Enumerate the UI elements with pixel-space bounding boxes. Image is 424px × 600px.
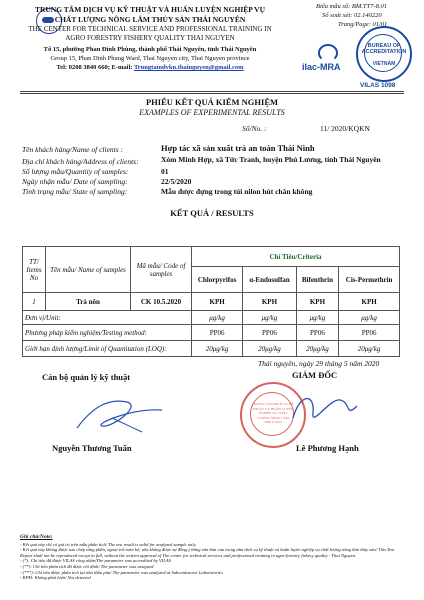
right-signature bbox=[285, 388, 365, 434]
method-cis-permethrin: PP06 bbox=[339, 325, 400, 341]
issue-number: Số soát xét: 02.140220 bbox=[322, 12, 382, 19]
left-signer-name: Nguyễn Thương Tuấn bbox=[52, 443, 132, 453]
org-name-vn-2: CHẤT LƯỢNG NÔNG LÂM THỦY SẢN THÁI NGUYÊN bbox=[54, 15, 246, 24]
ilac-arc-icon bbox=[318, 44, 338, 62]
client-address-label: Địa chỉ khách hàng/Address of clients: bbox=[22, 157, 139, 166]
org-name-en-2: AGRO FORESTRY FISHERY QUALITY THAI NGUYEN bbox=[65, 34, 235, 42]
address-en: Group 15, Phan Dinh Phung Ward, Thai Nguyen city, Thai Nguyen province bbox=[50, 55, 250, 62]
unit-chlorpyrifos: μg/kg bbox=[192, 311, 243, 325]
unit-alpha-endosulfan: μg/kg bbox=[243, 311, 297, 325]
loq-alpha-endosulfan: 20μg/kg bbox=[243, 341, 297, 357]
result-cis-permethrin: KPH bbox=[339, 293, 400, 311]
results-title bbox=[0, 208, 424, 218]
header-divider-2 bbox=[20, 93, 404, 94]
result-alpha-endosulfan: KPH bbox=[243, 293, 297, 311]
notes-title: Ghi chú/Note: bbox=[20, 534, 53, 540]
method-chlorpyrifos: PP06 bbox=[192, 325, 243, 341]
report-number-label: Số/No. : bbox=[242, 124, 267, 133]
org-name-en-1: THE CENTER FOR TECHNICAL SERVICE AND PROFESSIONAL TRAINING IN bbox=[28, 25, 272, 33]
method-row bbox=[23, 325, 400, 341]
sample-quantity-label: Số lượng mẫu/Quantity of samples: bbox=[22, 167, 129, 176]
seal-vietnam-text: VIETNAM bbox=[372, 61, 396, 67]
notes-section bbox=[20, 535, 404, 581]
header-cell-sample-code: Mã mẫu/ Code of samples bbox=[131, 247, 192, 293]
method-bifenthrin: PP06 bbox=[296, 325, 339, 341]
sample-state-label: Tình trạng mẫu/ State of sampling: bbox=[22, 187, 128, 196]
header-divider bbox=[20, 91, 404, 92]
header-cell-criteria: Chỉ Tiêu/Criteria bbox=[192, 247, 400, 267]
sample-state-value: Mẫu được đựng trong túi nilon hút chân không bbox=[161, 187, 313, 196]
table-row bbox=[23, 293, 400, 311]
org-name-vn-1: TRUNG TÂM DỊCH VỤ KỸ THUẬT VÀ HUẤN LUYỆN NGHIỆP VỤ bbox=[34, 5, 266, 14]
unit-label: Đơn vị/Unit: bbox=[23, 311, 192, 325]
right-sign-title: GIÁM ĐỐC bbox=[292, 370, 338, 380]
vilas-accreditation-seal bbox=[356, 26, 412, 82]
left-signature bbox=[72, 388, 172, 438]
method-label: Phương pháp kiểm nghiệm/Testing method: bbox=[23, 325, 192, 341]
sampling-date-label: Ngày nhận mẫu/ Date of sampling: bbox=[22, 177, 128, 186]
issue-date-line: Thái nguyên, ngày 29 tháng 5 năm 2020 bbox=[258, 359, 380, 368]
stamp-text: TRUNG TÂM DỊCH VỤ KỸ THUẬT VÀ HUẤN LUYỆN NGHIỆP VỤ CHẤT LƯỢNG NÔNG LÂM THỦY SẢN bbox=[252, 402, 294, 424]
sample-quantity-value: 01 bbox=[161, 167, 169, 176]
criteria-bifenthrin: Bifenthrin bbox=[296, 267, 339, 293]
note-line: - (*): Chỉ tiêu đã được VILAS công nhận/The parameter was accredited by VILAS bbox=[20, 558, 171, 564]
header-cell-sample-name: Tên mẫu/ Name of samples bbox=[46, 247, 131, 293]
criteria-chlorpyrifos: Chlorpyrifos bbox=[192, 267, 243, 293]
note-line: - KPH: Không phát hiện/ Not detected bbox=[20, 575, 91, 581]
results-title-text: KẾT QUẢ / RESULTS bbox=[170, 208, 254, 218]
unit-cis-permethrin: μg/kg bbox=[339, 311, 400, 325]
client-name-value: Hợp tác xã sản xuất trà an toàn Thái Ninh bbox=[161, 143, 315, 153]
form-code: Biểu mẫu số: BM.TT7-8.01 bbox=[316, 3, 387, 10]
telephone: Tel: 0208 3840 660; E-mail: bbox=[56, 64, 133, 71]
document-title-vn: PHIẾU KẾT QUẢ KIỂM NGHIỆM bbox=[145, 97, 279, 107]
vilas-number: VILAS 1098 bbox=[360, 82, 396, 89]
method-alpha-endosulfan: PP06 bbox=[243, 325, 297, 341]
unit-bifenthrin: μg/kg bbox=[296, 311, 339, 325]
note-line: - Kết quả này không được sao chép từng phần, ngoại trừ toàn bộ, nếu không được sự đồng ý bằng văn bản của trung tâm dịch vụ kỹ thuật và huấn luyện nghiệp vụ chất lượng nông lâm thủy sản/ This Test Report shall not be reproduced except in full, without the written approval of The center for technical services and professional training in agro-forestry fishery quality - Thai Nguyen. bbox=[20, 547, 395, 558]
right-signer-name: Lê Phương Hạnh bbox=[296, 443, 359, 453]
ilac-mra-text: ilac-MRA bbox=[302, 62, 341, 72]
page-number: Trang/Page: 01/01 bbox=[338, 21, 388, 28]
seal-accreditation-text: BUREAU OF ACCREDITATION bbox=[361, 43, 407, 55]
ilac-mra-logo bbox=[300, 42, 352, 82]
client-name-label: Tên khách hàng/Name of clients : bbox=[22, 145, 124, 154]
client-address-value: Xóm Minh Hợp, xã Tức Tranh, huyện Phú Lương, tỉnh Thái Nguyên bbox=[161, 155, 381, 164]
sampling-date-value: 22/5/2020 bbox=[161, 177, 192, 186]
document-title-en: EXAMPLES OF EXPERIMENTAL RESULTS bbox=[139, 108, 285, 117]
criteria-cis-permethrin: Cis-Permethrin bbox=[339, 267, 400, 293]
loq-chlorpyrifos: 20μg/kg bbox=[192, 341, 243, 357]
result-bifenthrin: KPH bbox=[296, 293, 339, 311]
contact-line bbox=[0, 64, 300, 71]
loq-bifenthrin: 20μg/kg bbox=[296, 341, 339, 357]
loq-row bbox=[23, 341, 400, 357]
results-table bbox=[22, 246, 400, 357]
note-line: - (***): Chỉ tiêu được phân tích tại nhà thầu phụ/ The parameter was analyzed at Subcontractor Laboratories bbox=[20, 569, 223, 575]
email-link[interactable]: Trungtamdvkn.thainguyen@gmail.com bbox=[133, 64, 244, 71]
report-number: 11/ 2020/KQKN bbox=[320, 124, 370, 133]
criteria-alpha-endosulfan: α-Endosulfan bbox=[243, 267, 297, 293]
note-line: - (**): Chỉ tiêu phân tích đã được chỉ định/ The parameter was assigned bbox=[20, 563, 154, 569]
row-sample-name: Trà nõn bbox=[46, 293, 131, 311]
row-items-no: 1 bbox=[23, 293, 46, 311]
result-chlorpyrifos: KPH bbox=[192, 293, 243, 311]
address-vn: Tổ 15, phường Phan Đình Phùng, thành phố Thái Nguyên, tỉnh Thái Nguyên bbox=[43, 46, 257, 53]
loq-cis-permethrin: 20μg/kg bbox=[339, 341, 400, 357]
row-sample-code: CK 10.5.2020 bbox=[131, 293, 192, 311]
note-line: - Kết quả này chỉ có giá trị trên mẫu phân tích/ The test result is valid for analyzed sample only. bbox=[20, 541, 197, 547]
left-sign-title: Cán bộ quản lý kỹ thuật bbox=[42, 372, 131, 382]
header-cell-items-no: TT/ Items No bbox=[23, 247, 46, 293]
loq-label: Giới hạn định lượng/Limit of Quantitation (LOQ): bbox=[23, 341, 192, 357]
unit-row bbox=[23, 311, 400, 325]
